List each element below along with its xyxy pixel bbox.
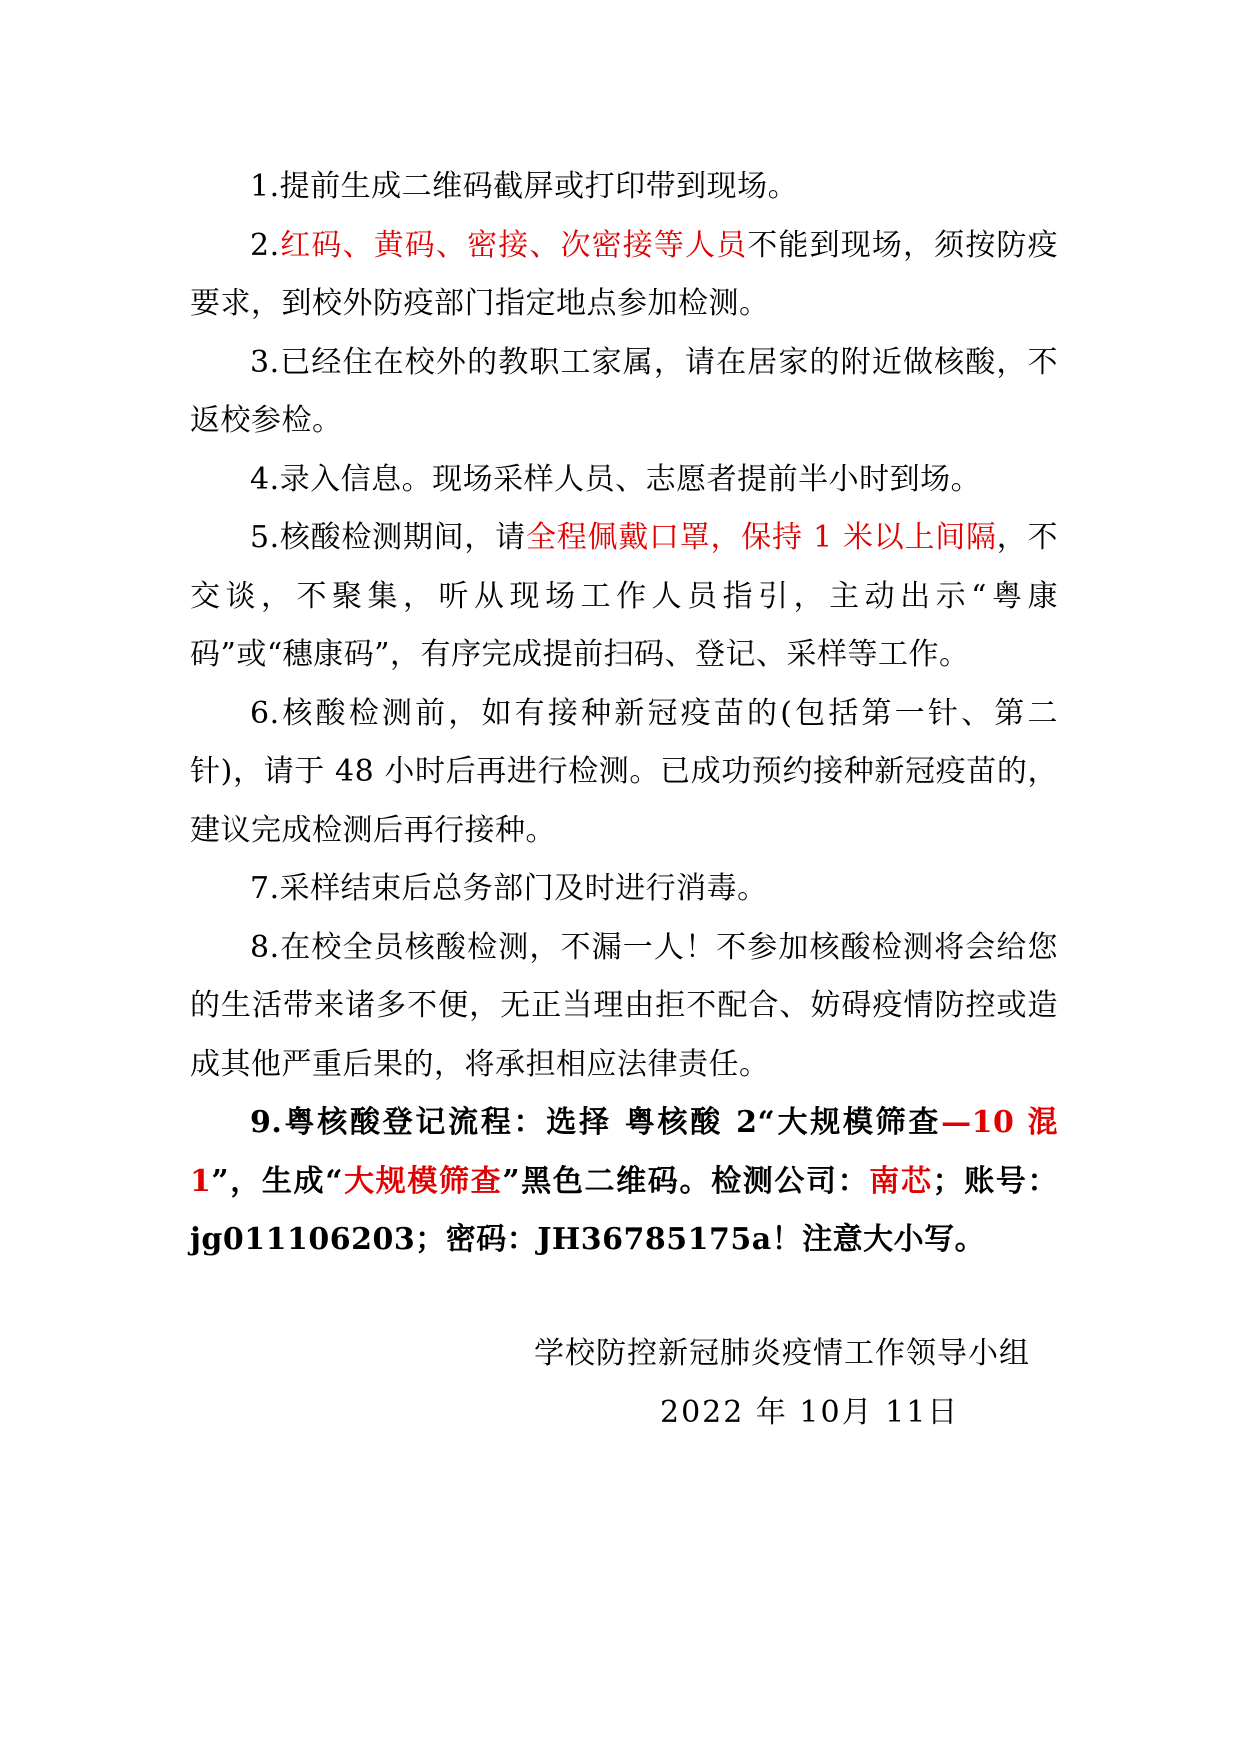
signature-org: 学校防控新冠肺炎疫情工作领导小组: [534, 1336, 1030, 1371]
item-5-highlight: 全程佩戴口罩，保持 1 米以上间隔: [525, 520, 997, 555]
item-6: 6.核酸检测前，如有接种新冠疫苗的(包括第一针、第二针)，请于 48 小时后再进行检测。已成功预约接种新冠疫苗的，建议完成检测后再行接种。: [190, 695, 1058, 848]
item-9-highlight-screening: 大规模筛查: [342, 1163, 503, 1199]
item-9: [190, 1094, 1058, 1270]
item-9-credentials: ；账号：jg011106203；密码：JH36785175a！注意大小写。: [190, 1163, 1059, 1257]
item-5-start: 5.核酸检测期间，请: [250, 520, 526, 555]
item-7: 7.采样结束后总务部门及时进行消毒。: [250, 871, 768, 906]
item-1: 1.提前生成二维码截屏或打印带到现场。: [250, 169, 799, 204]
item-2-rest: 不能到现场，须按防疫要求，到校外防疫部门指定地点参加检测。: [190, 227, 1059, 321]
item-9-start: 9.粤核酸登记流程：选择 粤核酸 2“大规模筛查: [250, 1105, 942, 1140]
item-8: 8.在校全员核酸检测，不漏一人！不参加核酸检测将会给您的生活带来诸多不便，无正当理由拒不配合、妨碍疫情防控或造成其他严重后果的，将承担相应法律责任。: [190, 929, 1058, 1082]
item-9-generate: ”，生成“: [211, 1163, 343, 1199]
item-5-rest: ，不交谈，不聚集，听从现场工作人员指引，主动出示“粤康码”或“穗康码”，有序完成提前扫码、登记、采样等工作。: [190, 520, 1059, 672]
notice-body: [190, 158, 1058, 1270]
item-3: 3.已经住在校外的教职工家属，请在居家的附近做核酸，不返校参检。: [190, 344, 1058, 438]
item-9-company-label: ”黑色二维码。检测公司：: [502, 1163, 870, 1199]
item-5: [190, 509, 1058, 685]
item-9-highlight-company: 南芯: [869, 1163, 933, 1199]
item-2-number: 2.: [250, 227, 280, 263]
item-2: [190, 217, 1058, 334]
item-9-highlight-mix: —10 混 1: [190, 1105, 1058, 1199]
item-2-highlight: 红码、黄码、密接、次密接等人员: [279, 227, 748, 263]
item-4: 4.录入信息。现场采样人员、志愿者提前半小时到场。: [250, 461, 982, 497]
signature-date: 2022 年 10月 11日: [660, 1395, 960, 1430]
